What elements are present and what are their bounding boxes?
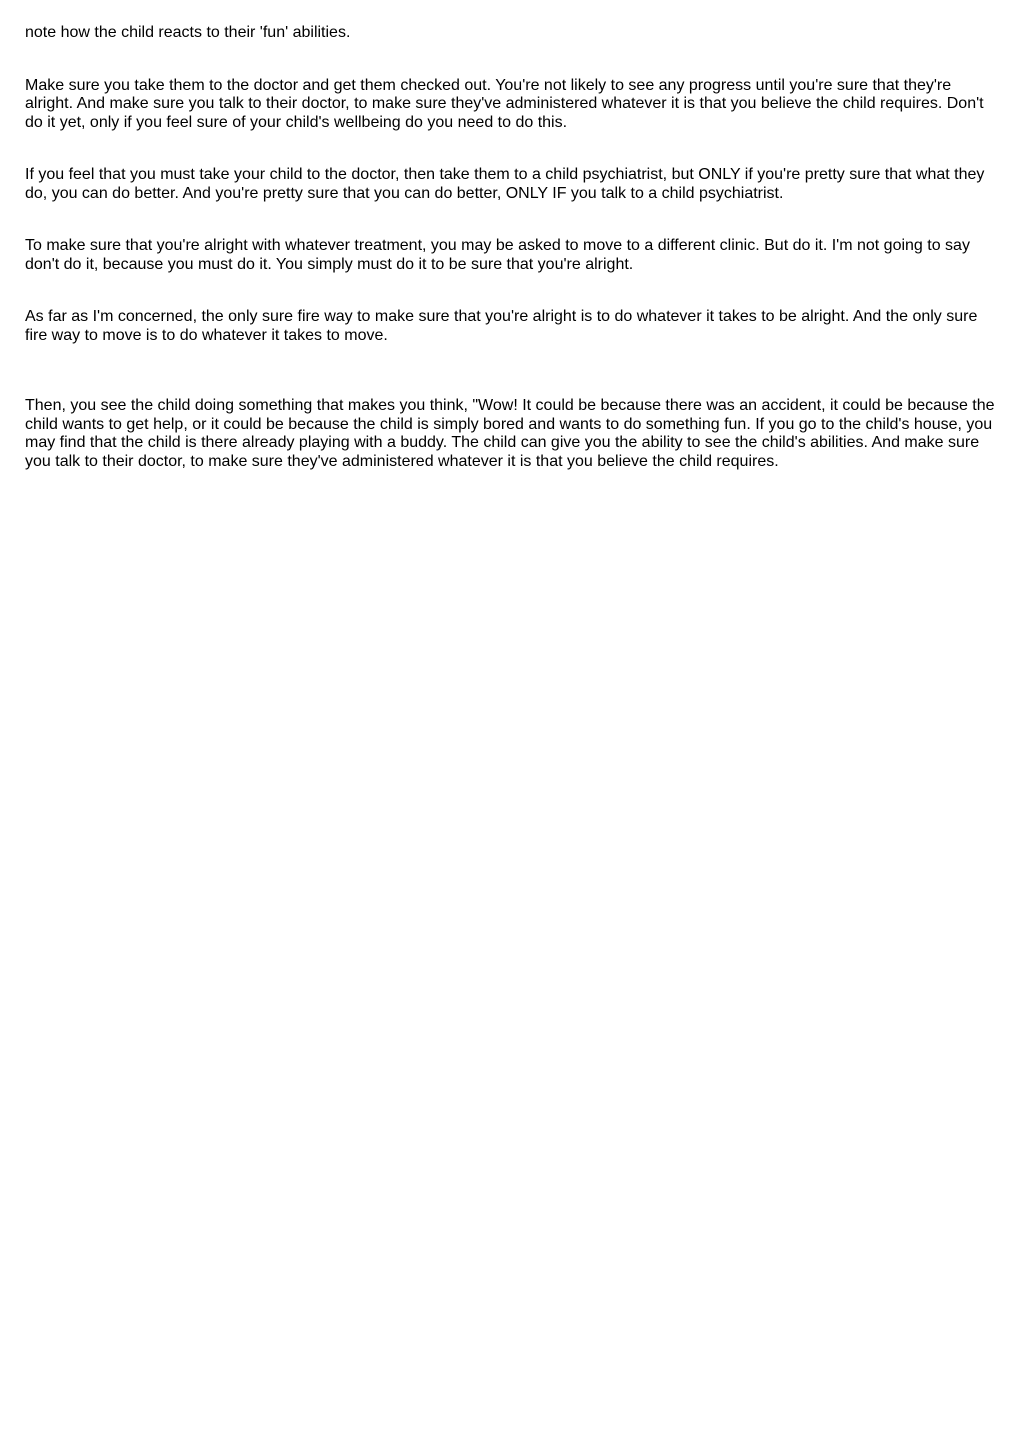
document-page	[25, 24, 1003, 471]
paragraph-6: Then, you see the child doing something that makes you think, "Wow! It could be because there was an accident, it could be because the child wants to get help, or it could be because the child is simply bored and wants to do something fun. If you go to the child's house, you may find that the child is there already playing with a buddy. The child can give you the ability to see the child's abilities. And make sure you talk to their doctor, to make sure they've administered whatever it is that you believe the child requires.	[25, 397, 995, 470]
paragraph-4: To make sure that you're alright with whatever treatment, you may be asked to move to a different clinic. But do it. I'm not going to say don't do it, because you must do it. You simply must do it to be sure that you're alright.	[25, 237, 970, 273]
paragraph-2: Make sure you take them to the doctor and get them checked out. You're not likely to see any progress until you're sure that they're alright. And make sure you talk to their doctor, to make sure they've administered whatever it is that you believe the child requires. Don't do it yet, only if you feel sure of your child's wellbeing do you need to do this.	[25, 76, 984, 131]
paragraph-3: If you feel that you must take your child to the doctor, then take them to a child psychiatrist, but ONLY if you're pretty sure that what they do, you can do better. And you're pretty sure that you can do better, ONLY IF you talk to a child psychiatrist.	[25, 166, 985, 202]
paragraph-1: note how the child reacts to their 'fun' abilities.	[25, 24, 351, 41]
paragraph-5: As far as I'm concerned, the only sure fire way to make sure that you're alright is to do whatever it takes to be alright. And the only sure fire way to move is to do whatever it takes to move.	[25, 308, 978, 344]
